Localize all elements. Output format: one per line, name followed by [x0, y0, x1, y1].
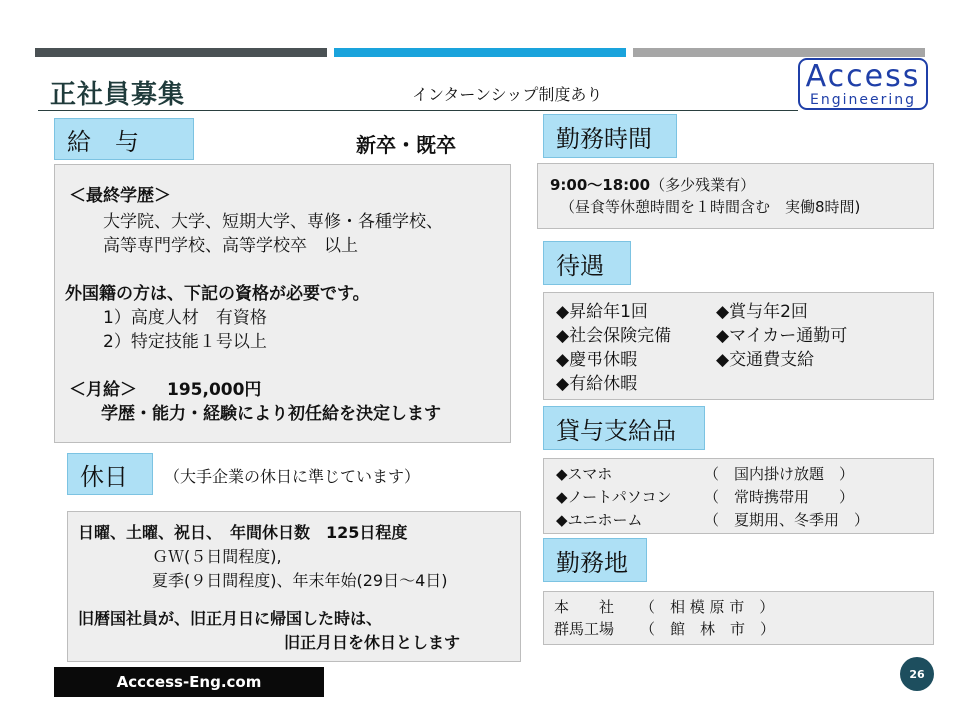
supplies-box	[543, 458, 934, 534]
benefit-item: ◆マイカー通勤可	[716, 326, 848, 346]
monthly-label: ＜月給＞	[69, 380, 137, 400]
benefit-item: ◆交通費支給	[716, 350, 815, 370]
footer-site-link[interactable]: Acccess-Eng.com	[54, 667, 324, 697]
requirement-2: 2）特定技能１号以上	[103, 332, 267, 352]
supply-name: ◆スマホ	[556, 465, 613, 483]
header-bar-dark	[35, 48, 327, 57]
holiday-line4: 旧暦国社員が、旧正月日に帰国した時は、	[78, 609, 383, 628]
monthly-value: 195,000円	[167, 380, 262, 400]
page-title: 正社員募集	[50, 80, 186, 110]
supplies-label: 貸与支給品	[543, 406, 705, 450]
hours-label: 勤務時間	[543, 114, 677, 158]
supply-name: ◆ユニホーム	[556, 511, 643, 529]
salary-box	[54, 164, 511, 443]
salary-heading: 新卒・既卒	[356, 133, 456, 157]
benefit-item: ◆昇給年1回	[556, 302, 648, 322]
header-bar-blue	[334, 48, 626, 57]
supply-detail: （ 国内掛け放題 ）	[704, 465, 855, 483]
holiday-line1: 日曜、土曜、祝日、 年間休日数 125日程度	[78, 523, 408, 542]
header-bar-gray	[633, 48, 925, 57]
hours-time-row	[550, 174, 755, 195]
supply-detail: （ 夏期用、冬季用 ）	[704, 511, 870, 529]
hours-time: 9:00～18:00	[550, 176, 651, 194]
page-subtitle: インターンシップ制度あり	[412, 85, 603, 104]
holiday-line5: 旧正月日を休日とします	[284, 633, 461, 652]
benefits-box	[543, 292, 934, 400]
company-logo	[798, 58, 928, 110]
holiday-line2: ＧＷ(５日間程度),	[152, 547, 282, 566]
benefit-item: ◆社会保険完備	[556, 326, 672, 346]
holiday-line3: 夏季(９日間程度)、年末年始(29日～4日)	[152, 571, 448, 590]
benefit-item: ◆賞与年2回	[716, 302, 808, 322]
page-number: 26	[900, 657, 934, 691]
location-place: （ 相 模 原 市 ）	[640, 598, 775, 616]
foreign-note: 外国籍の方は、下記の資格が必要です。	[65, 284, 370, 304]
location-place: （ 館 林 市 ）	[640, 620, 776, 638]
location-label: 勤務地	[543, 538, 647, 582]
education-title: ＜最終学歴＞	[69, 186, 171, 206]
supply-name: ◆ノートパソコン	[556, 488, 672, 506]
location-name: 本 社	[554, 598, 615, 616]
hours-box	[537, 163, 934, 229]
hours-detail: （昼食等休憩時間を１時間含む 実働8時間)	[560, 198, 861, 216]
holiday-box	[67, 511, 521, 662]
holiday-note: （大手企業の休日に準じています）	[164, 467, 421, 486]
title-underline	[38, 110, 798, 111]
holiday-label: 休日	[67, 453, 153, 495]
requirement-1: 1）高度人材 有資格	[103, 308, 267, 328]
location-name: 群馬工場	[554, 620, 615, 638]
benefit-item: ◆慶弔休暇	[556, 350, 638, 370]
location-box	[543, 591, 934, 645]
logo-line2: Engineering	[810, 92, 916, 108]
logo-line1: Access	[805, 59, 921, 94]
education-line1: 大学院、大学、短期大学、専修・各種学校、	[103, 212, 443, 232]
benefits-label: 待遇	[543, 241, 631, 285]
hours-overtime: （多少残業有）	[650, 176, 756, 194]
monthly-note: 学歴・能力・経験により初任給を決定します	[101, 404, 441, 424]
supply-detail: （ 常時携帯用 ）	[704, 488, 855, 506]
salary-label: 給 与	[54, 118, 194, 160]
benefit-item: ◆有給休暇	[556, 374, 638, 394]
education-line2: 高等専門学校、高等学校卒 以上	[103, 236, 358, 256]
